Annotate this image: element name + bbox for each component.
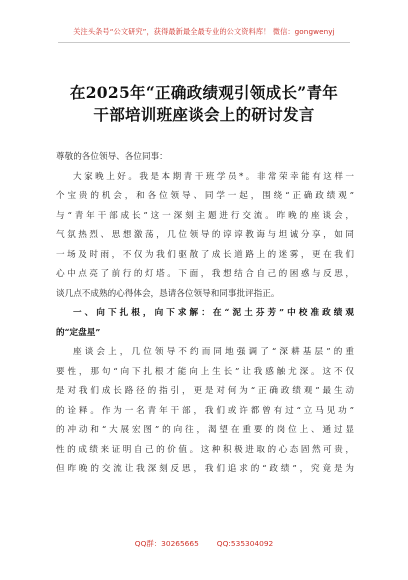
footer-qq: QQ:535304092	[216, 539, 274, 548]
section-heading-1	[56, 304, 354, 343]
paragraph-line: 的冲动和“大展宏图”的向往，渴望在重要的岗位上、通过显	[56, 425, 354, 435]
paragraph-line: 大家晚上好。我是本期青干班学员*。非常荣幸能有这样一	[73, 171, 354, 182]
paragraph-line: 的诠释。作为一名青年干部，我们或许都曾有过“立马见功”	[56, 405, 354, 416]
paragraph-line: 要性，那句“向下扎根才能向上生长”让我感触尤深。这不仅	[56, 366, 354, 377]
paragraph-line: 与“青年干部成长”这一深刻主题进行交流。昨晚的座谈会，	[56, 210, 354, 221]
footer-qq-group: QQ群：30265665	[134, 539, 199, 548]
paragraph-line: 气氛热烈、思想激荡，几位领导的谆谆教诲与坦诚分享，如同	[56, 230, 354, 240]
paragraph-intro	[56, 168, 354, 305]
paragraph-line: 是对我们成长路径的指引，更是对何为“正确政绩观”最生动	[56, 386, 354, 396]
paragraph-line: 但昨晚的交流让我深刻反思，我们追求的“政绩”，究竟是为	[56, 464, 354, 474]
paragraph-line: 性的成绩来证明自己的价值。这种积极进取的心态固然可贵，	[56, 444, 354, 455]
greeting: 尊敬的各位领导、各位同事：	[56, 152, 168, 162]
footer-contact	[0, 538, 408, 549]
paragraph-section-1	[56, 343, 354, 480]
paragraph-line: 心中点亮了前行的灯塔。下面，我想结合自己的困惑与反思，	[56, 269, 354, 279]
title-line-2: 干部培训班座谈会上的研讨发言	[93, 105, 315, 124]
header-note: 关注头条号“公文研究”，获得最新最全最专业的公文资料库！ 微信：gongwenyj	[73, 27, 335, 36]
title-line-1: 在2025年“正确政绩观引领成长”青年	[69, 83, 339, 102]
header-divider	[58, 42, 350, 43]
document-body	[56, 148, 354, 480]
document-title	[52, 82, 356, 126]
paragraph-line: 谈几点不成熟的心得体会，恳请各位领导和同事批评指正。	[56, 288, 280, 299]
paragraph-line: 一场及时雨，不仅为我们驱散了成长道路上的迷雾，更在我们	[56, 249, 354, 260]
heading-line: 的“定盘星”	[56, 327, 101, 338]
paragraph-line: 座谈会上，几位领导不约而同地强调了“深耕基层”的重	[73, 347, 354, 357]
paragraph-line: 个宝贵的机会，和各位领导、同学一起，围绕“正确政绩观”	[56, 191, 354, 201]
heading-line: 一、向下扎根，向下求解：在“泥土芬芳”中校准政绩观	[73, 308, 354, 318]
